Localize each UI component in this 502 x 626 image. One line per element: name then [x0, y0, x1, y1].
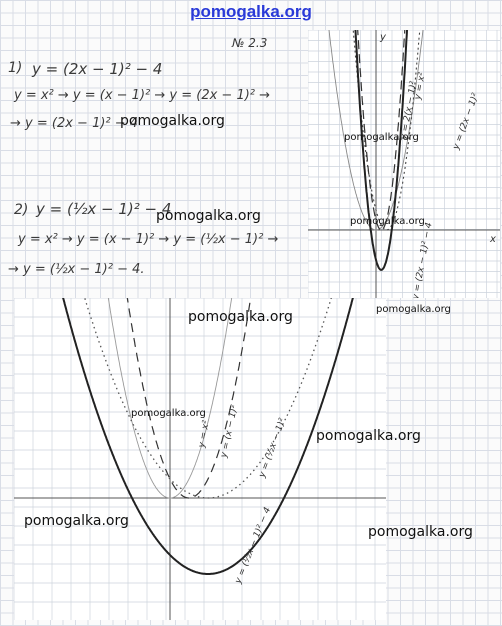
graph-1-curve-label: y = x²	[413, 71, 428, 101]
part2-equation: y = (½x − 1)² − 4	[36, 200, 172, 218]
graph-2	[14, 298, 386, 620]
watermark: pomogalka.org	[120, 113, 225, 129]
part1-label: 1)	[8, 60, 23, 76]
graph-2-curve-x-1	[127, 298, 252, 498]
graph-2-curve-half-x-1	[83, 298, 332, 498]
problem-number: № 2.3	[232, 36, 268, 50]
part2-result: → y = (½x − 1)² − 4.	[8, 262, 145, 277]
site-header	[0, 0, 502, 24]
part1-equation: y = (2x − 1)² − 4	[32, 60, 163, 78]
watermark: pomogalka.org	[376, 304, 451, 315]
graph-1-curve-label: y = (2x − 1)²	[451, 91, 482, 152]
graph-2-curve-label: y = (x − 1)²	[219, 404, 241, 459]
graph-1-curve-label: y = (2x − 1)² − 4	[411, 221, 435, 298]
graph-2-curve-label: y = (½x − 1)² − 4	[233, 506, 274, 586]
watermark: pomogalka.org	[188, 309, 293, 325]
graph-1	[308, 30, 500, 298]
watermark: pomogalka.org	[350, 216, 425, 227]
part2-label: 2)	[14, 202, 29, 218]
watermark: pomogalka.org	[24, 513, 129, 529]
watermark: pomogalka.org	[368, 524, 473, 540]
graph-2-curve-label: y = x²	[197, 419, 212, 449]
site-link[interactable]: pomogalka.org	[190, 2, 312, 21]
watermark: pomogalka.org	[156, 208, 261, 224]
part1-result: → y = (2x − 1)² − 4	[10, 116, 139, 131]
part1-chain: y = x² → y = (x − 1)² → y = (2x − 1)² →	[14, 88, 271, 103]
graph-1-curve-label: y = 2(x − 1)²	[399, 80, 420, 141]
graph-1-x-axis-label: x	[490, 234, 496, 245]
watermark: pomogalka.org	[316, 428, 421, 444]
watermark: pomogalka.org	[344, 132, 419, 143]
graph-1-y-axis-label: y	[380, 32, 386, 43]
graph-2-svg	[14, 298, 386, 620]
graph-2-curve-label: y = (½x − 1)²	[257, 417, 289, 480]
part2-chain: y = x² → y = (x − 1)² → y = (½x − 1)² →	[18, 232, 279, 247]
watermark: pomogalka.org	[131, 408, 206, 419]
graph-1-svg	[308, 30, 500, 298]
